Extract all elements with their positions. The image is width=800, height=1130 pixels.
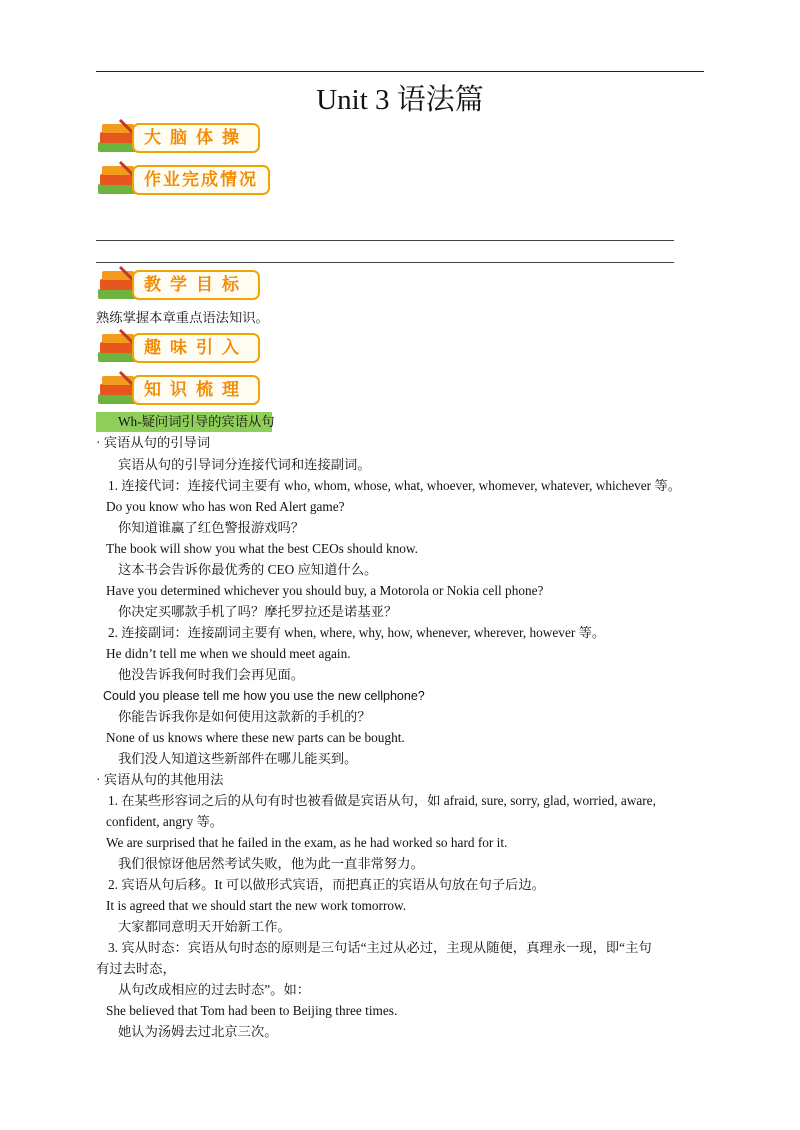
goal-text: 熟练掌握本章重点语法知识。 [96,310,269,325]
translation: 你知道谁赢了红色警报游戏吗？ [118,520,305,535]
subheading: · 宾语从句的其他用法 [96,772,224,787]
translation: 大家都同意明天开始新工作。 [118,919,291,934]
example-sentence: Could you please tell me how you use the new cellphone? [103,689,425,703]
section-label: 作业完成情况 [132,165,270,195]
example-sentence: Have you determined whichever you should buy, a Motorola or Nokia cell phone? [106,583,544,598]
body-line: 1. 连接代词：连接代词主要有 who, whom, whose, what, whoever, whomever, whatever, whichever 等。 [108,478,682,493]
section-label: 趣味引入 [132,333,260,363]
translation: 我们没人知道这些新部件在哪儿能买到。 [118,751,358,766]
example-sentence: Do you know who has won Red Alert game? [106,499,345,514]
highlight-heading: Wh-疑问词引导的宾语从句 [118,414,275,429]
header-rule [96,71,704,72]
translation: 他没告诉我何时我们会再见面。 [118,667,305,682]
translation: 她认为汤姆去过北京三次。 [118,1024,278,1039]
example-sentence: She believed that Tom had been to Beijing three times. [106,1003,398,1018]
section-label: 知识梳理 [132,375,260,405]
page-title: Unit 3 语法篇 [316,84,484,116]
section-label: 教学目标 [132,270,260,300]
translation: 我们很惊讶他居然考试失败，他为此一直非常努力。 [118,856,424,871]
body-line: 宾语从句的引导词分连接代词和连接副词。 [118,457,371,472]
example-sentence: He didn’t tell me when we should meet again. [106,646,351,661]
body-line: 2. 宾语从句后移。It 可以做形式宾语，而把真正的宾语从句放在句子后边。 [108,877,545,892]
body-line: 2. 连接副词：连接副词主要有 when, where, why, how, whenever, wherever, however 等。 [108,625,606,640]
example-sentence: It is agreed that we should start the new work tomorrow. [106,898,407,913]
subheading: · 宾语从句的引导词 [96,435,211,450]
body-line: 3. 宾从时态：宾语从句时态的原则是三句话“主过从必过，主现从随便，真理永一现，即“主句 [108,940,652,955]
example-sentence: None of us knows where these new parts can be bought. [106,730,405,745]
translation: 你能告诉我你是如何使用这款新的手机的？ [118,709,371,724]
translation: 你决定买哪款手机了吗？摩托罗拉还是诺基亚？ [118,604,398,619]
body-line: 1. 在某些形容词之后的从句有时也被看做是宾语从句，如 afraid, sure, sorry, glad, worried, aware, [108,793,656,808]
body-line: confident, angry 等。 [106,814,224,829]
body-line: 有过去时态， [96,961,176,976]
example-sentence: The book will show you what the best CEOs should know. [106,541,418,556]
translation: 这本书会告诉你最优秀的 CEO 应知道什么。 [118,562,378,577]
section-label: 大脑体操 [132,123,260,153]
body-line: 从句改成相应的过去时态”。如： [118,982,311,997]
example-sentence: We are surprised that he failed in the exam, as he had worked so hard for it. [106,835,508,850]
writing-line [96,240,674,241]
writing-line [96,262,674,263]
